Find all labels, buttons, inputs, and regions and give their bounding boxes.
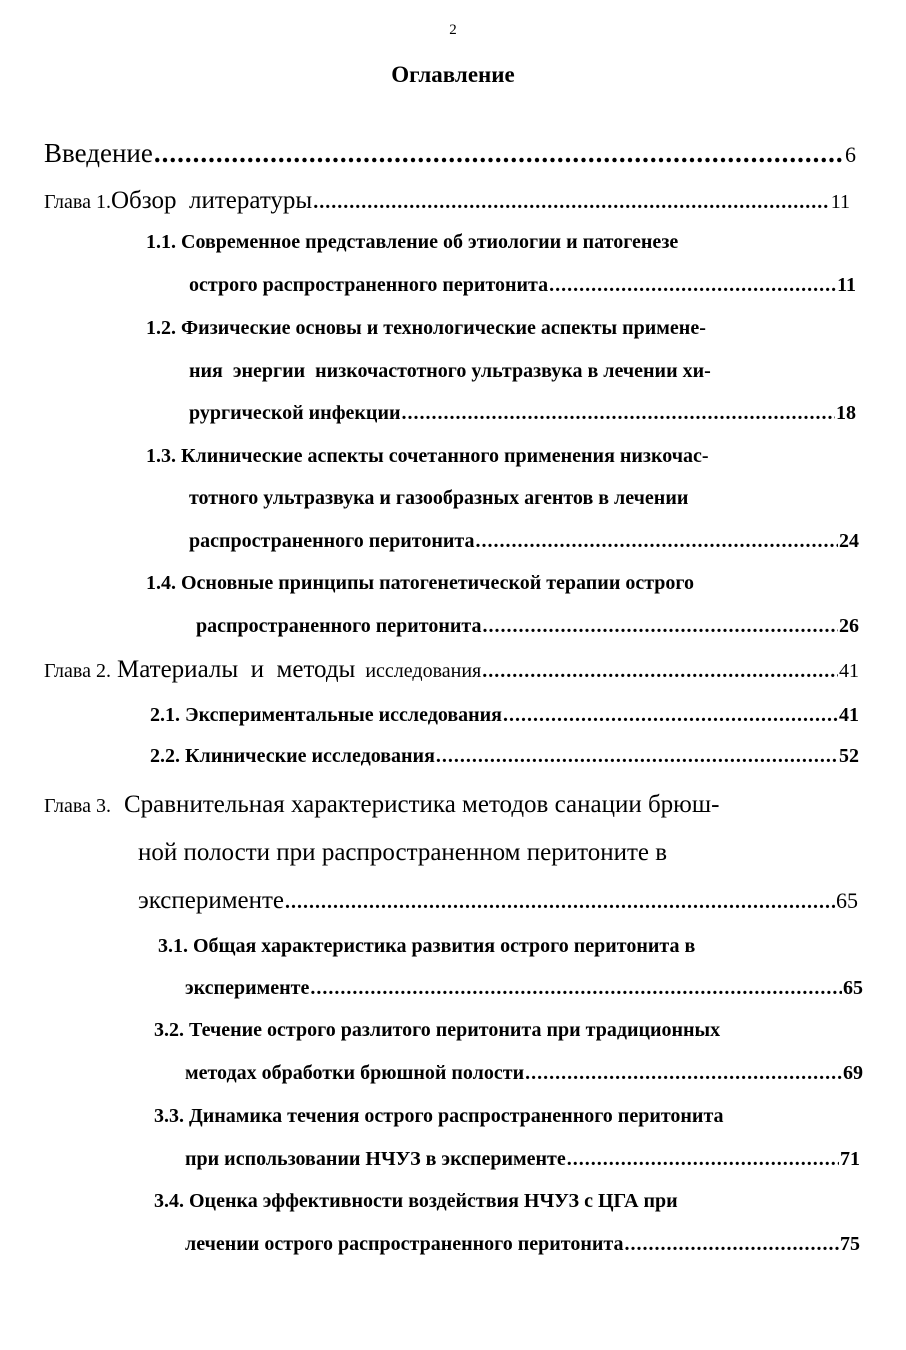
- toc-entry-text: эксперименте: [185, 977, 310, 999]
- toc-entry-1-1-line2[interactable]: [189, 272, 856, 298]
- toc-entry-text: 1.1. Современное представление об этиологии и патогенезе: [146, 231, 679, 253]
- toc-entry-text: при использовании НЧУЗ в эксперименте: [185, 1148, 566, 1170]
- toc-leader-dots: [285, 885, 835, 919]
- toc-entry-text: 1.2. Физические основы и технологические аспекты примене-: [146, 317, 706, 339]
- toc-entry-text: 3.3. Динамика течения острого распространенного перитонита: [154, 1105, 724, 1127]
- toc-entry-3-3-line2[interactable]: [185, 1146, 860, 1172]
- toc-entry-1-1-line1[interactable]: [146, 229, 800, 255]
- toc-entry-1-4-line1[interactable]: [146, 570, 806, 596]
- toc-entry-text: рургической инфекции: [189, 402, 401, 424]
- toc-leader-dots: [503, 702, 838, 728]
- toc-entry-text: лечении острого распространенного перитонита: [185, 1233, 624, 1255]
- toc-leader-dots: [567, 1146, 839, 1172]
- toc-entry-page: 65: [843, 977, 863, 999]
- chapter-title: Материалы и методы: [116, 656, 356, 683]
- toc-entry-text: тотного ультразвука и газообразных агентов в лечении: [189, 487, 689, 509]
- toc-entry-1-2-line3[interactable]: [189, 400, 856, 426]
- toc-entry-2-1[interactable]: [150, 702, 859, 728]
- toc-leader-dots: [475, 528, 838, 554]
- toc-entry-page: 26: [839, 615, 859, 637]
- toc-entry-text: 3.1. Общая характеристика развития острого перитонита в: [158, 935, 696, 957]
- toc-entry-page: 71: [840, 1148, 860, 1170]
- toc-entry-text: методах обработки брюшной полости: [185, 1062, 525, 1084]
- toc-leader-dots: [482, 613, 838, 639]
- toc-entry-1-4-line2[interactable]: [196, 613, 859, 639]
- toc-leader-dots: [549, 272, 836, 298]
- chapter-label: Глава 3.: [44, 795, 111, 817]
- toc-entry-text: 2.1. Экспериментальные исследования: [150, 704, 502, 726]
- toc-entry-3-2-line2[interactable]: [185, 1060, 863, 1086]
- toc-entry-text: 3.2. Течение острого разлитого перитонита при традиционных: [154, 1019, 721, 1041]
- toc-entry-text: Введение: [44, 138, 153, 168]
- toc-entry-3-4-line2[interactable]: [185, 1231, 860, 1257]
- toc-entry-1-2-line2[interactable]: [189, 358, 829, 384]
- toc-leader-dots: [624, 1231, 839, 1257]
- toc-entry-3-1-line1[interactable]: [158, 933, 808, 959]
- toc-entry-text: острого распространенного перитонита: [189, 274, 549, 296]
- toc-entry-1-3-line3[interactable]: [189, 528, 859, 554]
- toc-entry-page: 41: [839, 660, 859, 682]
- toc-entry-page: 24: [839, 530, 859, 552]
- toc-entry-page: 11: [837, 274, 856, 296]
- toc-entry-page: 65: [836, 888, 858, 913]
- toc-entry-2-2[interactable]: [150, 743, 859, 769]
- toc-leader-dots: [310, 975, 842, 1001]
- toc-entry-text: ния энергии низкочастотного ультразвука в лечении хи-: [189, 360, 711, 382]
- toc-entry-3-1-line2[interactable]: [185, 975, 863, 1001]
- page-number: 2: [449, 22, 457, 38]
- toc-entry-page: 41: [839, 704, 859, 726]
- page-title: Оглавление: [391, 62, 515, 87]
- toc-entry-page: 69: [843, 1062, 863, 1084]
- toc-entry-chapter-2[interactable]: [44, 654, 859, 687]
- toc-entry-text: 3.4. Оценка эффективности воздействия НЧУЗ с ЦГА при: [154, 1190, 678, 1212]
- chapter-title: Сравнительная характеристика методов санации брюш-: [123, 791, 720, 818]
- toc-entry-3-3-line1[interactable]: [154, 1103, 844, 1129]
- chapter-label: Глава 1.: [44, 191, 111, 213]
- toc-leader-dots: [402, 400, 835, 426]
- toc-entry-chapter-3-line2[interactable]: [138, 836, 798, 871]
- toc-entry-intro[interactable]: [44, 136, 856, 172]
- toc-entry-chapter-3-line3[interactable]: [138, 884, 858, 919]
- toc-entry-3-4-line1[interactable]: [154, 1188, 814, 1214]
- toc-entry-page: 75: [840, 1233, 860, 1255]
- toc-entry-1-2-line1[interactable]: [146, 315, 826, 341]
- toc-entry-page: 11: [830, 191, 850, 213]
- chapter-label: Глава 2.: [44, 660, 111, 682]
- toc-leader-dots: [482, 655, 838, 687]
- chapter-title-tail: исследования: [365, 660, 482, 682]
- chapter-title: ной полости при распространенном перитоните в: [138, 839, 668, 866]
- toc-entry-1-3-line2[interactable]: [189, 485, 809, 511]
- toc-leader-dots: [313, 187, 830, 217]
- chapter-title: эксперименте: [138, 887, 285, 914]
- toc-entry-page: 52: [839, 745, 859, 767]
- toc-entry-text: 1.3. Клинические аспекты сочетанного применения низкочас-: [146, 445, 709, 467]
- toc-leader-dots: [154, 136, 844, 170]
- toc-entry-chapter-3-line1[interactable]: [44, 788, 844, 823]
- toc-entry-page: 6: [845, 142, 856, 167]
- chapter-title: Обзор литературы: [110, 187, 313, 214]
- toc-entry-text: распространенного перитонита: [196, 615, 482, 637]
- toc-entry-text: распространенного перитонита: [189, 530, 475, 552]
- toc-entry-chapter-1[interactable]: [44, 186, 850, 217]
- toc-leader-dots: [436, 743, 838, 769]
- toc-entry-text: 1.4. Основные принципы патогенетической терапии острого: [146, 572, 695, 594]
- toc-entry-1-3-line1[interactable]: [146, 443, 826, 469]
- toc-leader-dots: [525, 1060, 842, 1086]
- toc-entry-3-2-line1[interactable]: [154, 1017, 844, 1043]
- toc-entry-text: 2.2. Клинические исследования: [150, 745, 435, 767]
- toc-entry-page: 18: [836, 402, 856, 424]
